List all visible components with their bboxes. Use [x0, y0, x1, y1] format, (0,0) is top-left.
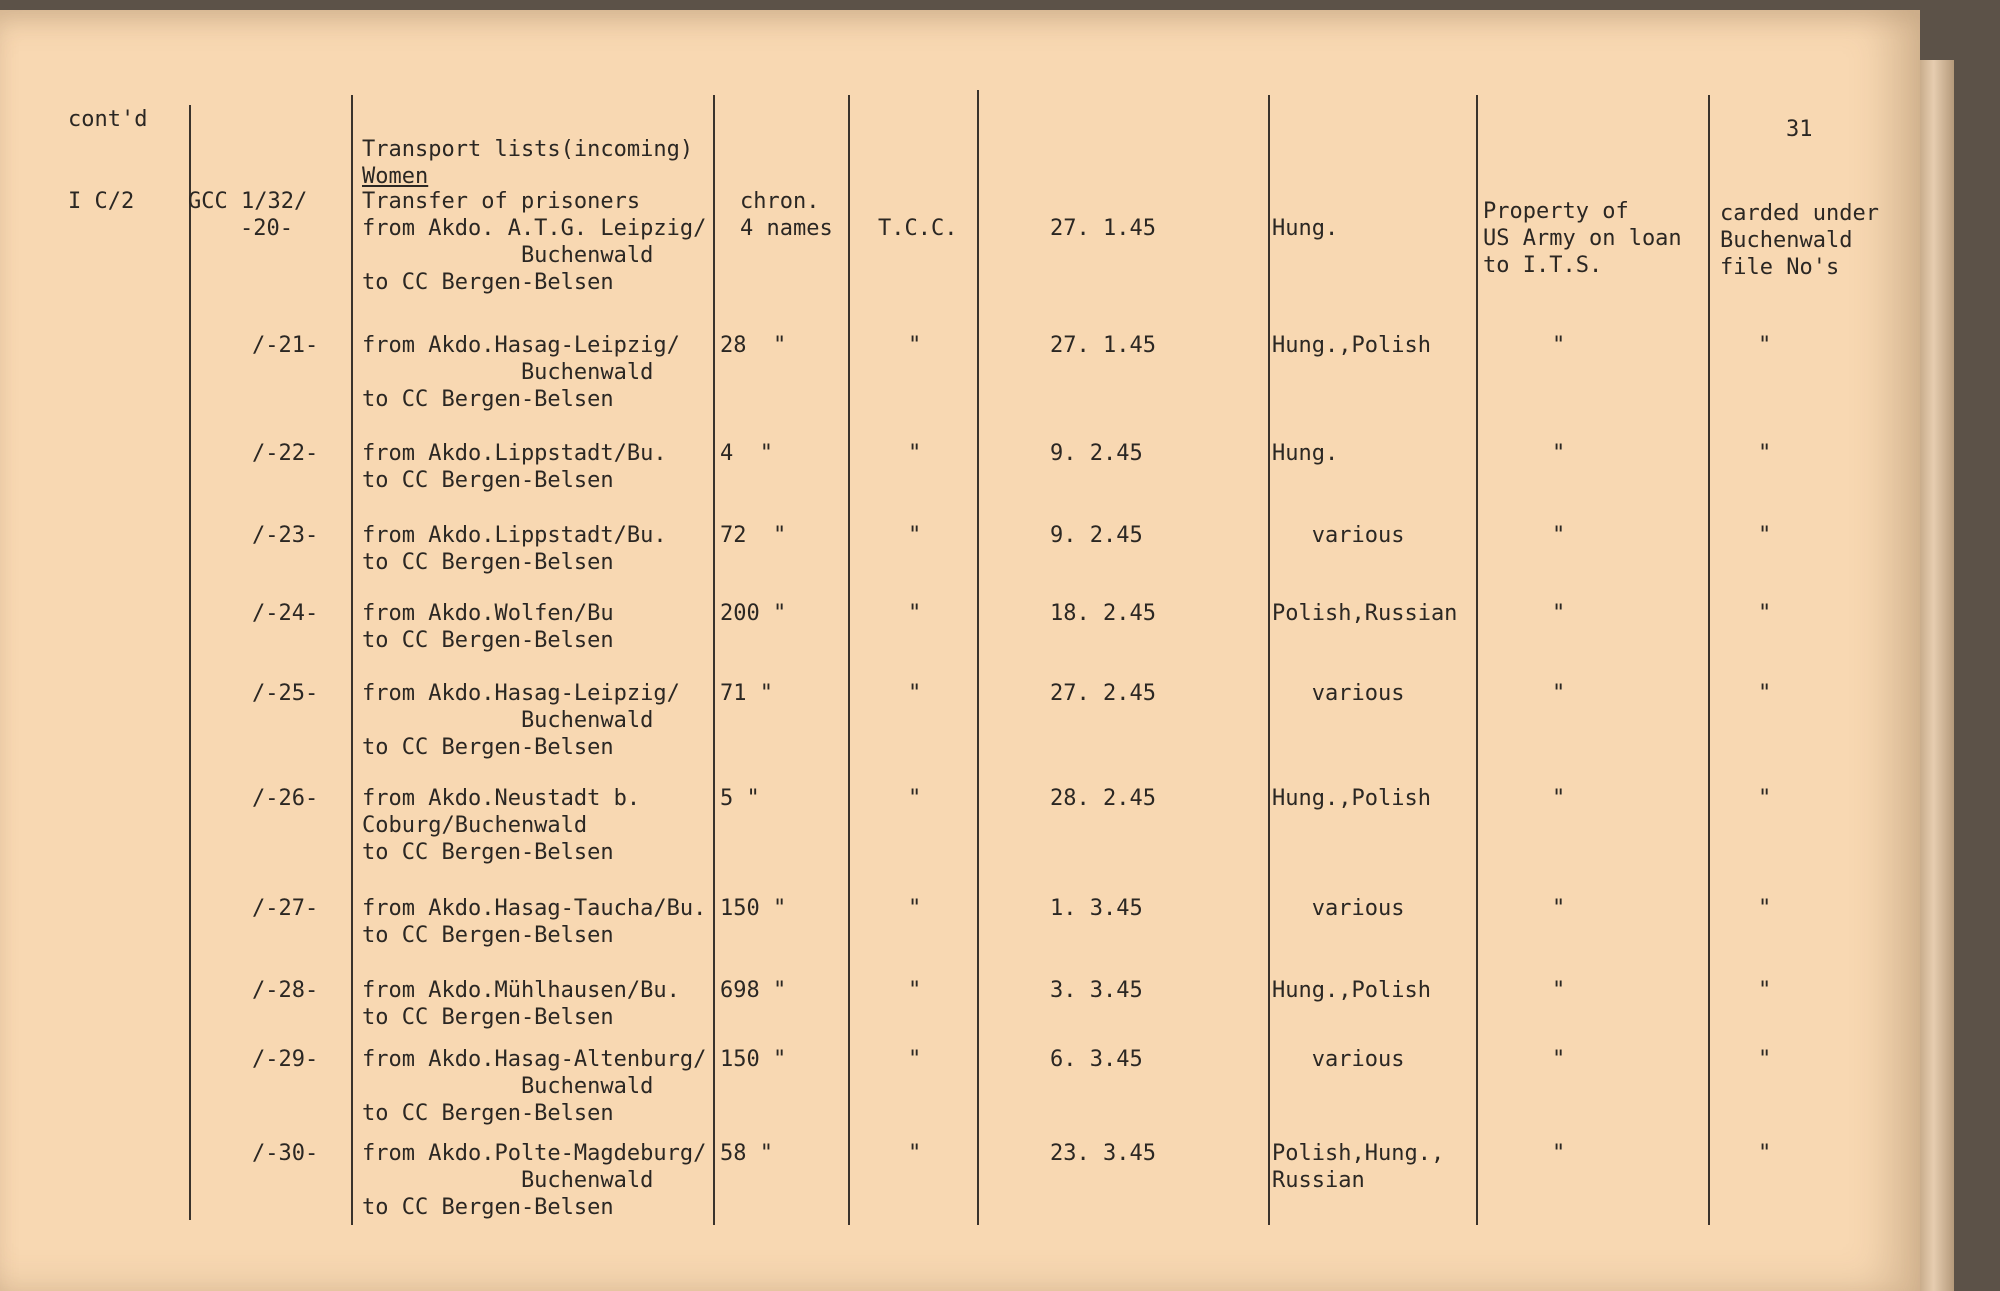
row-nationality: Polish,Russian: [1272, 601, 1458, 626]
row-description-line: from Akdo.Polte-Magdeburg/: [362, 1141, 707, 1166]
row-list-type: ": [908, 786, 922, 811]
row-quantity: 4 names: [740, 216, 833, 241]
row-nationality: various: [1272, 1047, 1405, 1072]
row-nationality-cont: Russian: [1272, 1168, 1365, 1193]
row-list-type: ": [908, 978, 922, 1003]
row-description-line: from Akdo.Hasag-Altenburg/: [362, 1047, 707, 1072]
row-carded-ditto: ": [1758, 601, 1772, 626]
row-carded-ditto: ": [1758, 896, 1772, 921]
file-reference: GCC 1/32/: [188, 189, 308, 214]
row-description-line: to CC Bergen-Belsen: [362, 468, 614, 493]
row-number: /-28-: [252, 978, 319, 1003]
row-quantity: chron.: [740, 189, 820, 214]
row-carded-ditto: ": [1758, 1047, 1772, 1072]
row-number: /-24-: [252, 601, 319, 626]
row-nationality: Hung.,Polish: [1272, 333, 1431, 358]
row-number: /-22-: [252, 441, 319, 466]
row-number: /-26-: [252, 786, 319, 811]
row-carded-ditto: ": [1758, 978, 1772, 1003]
ownership-note-line3: to I.T.S.: [1483, 253, 1603, 278]
row-date: 27. 2.45: [1050, 681, 1156, 706]
ownership-note-line1: Property of: [1483, 199, 1629, 224]
row-nationality: Hung.: [1272, 216, 1339, 241]
row-carded-ditto: ": [1758, 786, 1772, 811]
row-date: 18. 2.45: [1050, 601, 1156, 626]
row-quantity: 5 ": [720, 786, 760, 811]
row-nationality: various: [1272, 896, 1405, 921]
row-list-type: ": [908, 601, 922, 626]
row-property-ditto: ": [1552, 441, 1566, 466]
carded-note-line1: carded under: [1720, 201, 1879, 226]
row-list-type: ": [908, 896, 922, 921]
row-property-ditto: ": [1552, 1047, 1566, 1072]
row-number: /-27-: [252, 896, 319, 921]
row-number: -20-: [240, 216, 293, 241]
row-description-line: from Akdo.Hasag-Leipzig/: [362, 333, 680, 358]
row-list-type: T.C.C.: [878, 216, 958, 241]
row-list-type: ": [908, 441, 922, 466]
column-rule: [713, 95, 715, 1225]
carded-note-line3: file No's: [1720, 255, 1840, 280]
row-description-line: to CC Bergen-Belsen: [362, 1005, 614, 1030]
row-number: /-25-: [252, 681, 319, 706]
contd-label: cont'd: [68, 107, 148, 132]
row-description-line: Buchenwald: [362, 1074, 654, 1099]
column-rule: [1268, 95, 1270, 1225]
row-nationality: Hung.,Polish: [1272, 978, 1431, 1003]
row-carded-ditto: ": [1758, 333, 1772, 358]
row-date: 9. 2.45: [1050, 441, 1143, 466]
row-property-ditto: ": [1552, 978, 1566, 1003]
row-description-line: from Akdo.Hasag-Taucha/Bu.: [362, 896, 707, 921]
row-number: /-23-: [252, 523, 319, 548]
row-description-line: from Akdo.Wolfen/Bu: [362, 601, 614, 626]
column-rule: [848, 95, 850, 1225]
row-description-line: from Akdo.Mühlhausen/Bu.: [362, 978, 680, 1003]
row-quantity: 58 ": [720, 1141, 773, 1166]
column-rule: [351, 95, 353, 1225]
row-property-ditto: ": [1552, 786, 1566, 811]
row-description-line: to CC Bergen-Belsen: [362, 628, 614, 653]
row-quantity: 150 ": [720, 1047, 787, 1072]
row-list-type: ": [908, 523, 922, 548]
row-description-line: from Akdo.Neustadt b.: [362, 786, 641, 811]
row-list-type: ": [908, 333, 922, 358]
row-description-line: Buchenwald: [362, 708, 654, 733]
row-description-line: to CC Bergen-Belsen: [362, 1101, 614, 1126]
row-description-line: from Akdo. A.T.G. Leipzig/: [362, 216, 707, 241]
row-description-line: to CC Bergen-Belsen: [362, 270, 614, 295]
document-title: Transport lists(incoming): [362, 137, 694, 162]
row-description-line: Buchenwald: [362, 1168, 654, 1193]
column-rule: [977, 90, 979, 1225]
row-date: 3. 3.45: [1050, 978, 1143, 1003]
row-number: /-30-: [252, 1141, 319, 1166]
row-description-line: to CC Bergen-Belsen: [362, 387, 614, 412]
row-description-line: to CC Bergen-Belsen: [362, 550, 614, 575]
row-description-line: from Akdo.Lippstadt/Bu.: [362, 441, 667, 466]
row-property-ditto: ": [1552, 1141, 1566, 1166]
row-property-ditto: ": [1552, 681, 1566, 706]
row-nationality: various: [1272, 681, 1405, 706]
page-number: 31: [1786, 117, 1813, 142]
document-page: [0, 10, 1920, 1291]
row-nationality: various: [1272, 523, 1405, 548]
row-description-line: Transfer of prisoners: [362, 189, 641, 214]
row-property-ditto: ": [1552, 333, 1566, 358]
page-edge: [1920, 60, 1954, 1291]
row-carded-ditto: ": [1758, 1141, 1772, 1166]
row-quantity: 28 ": [720, 333, 787, 358]
row-carded-ditto: ": [1758, 681, 1772, 706]
row-carded-ditto: ": [1758, 523, 1772, 548]
row-date: 1. 3.45: [1050, 896, 1143, 921]
row-quantity: 698 ": [720, 978, 787, 1003]
row-property-ditto: ": [1552, 523, 1566, 548]
row-quantity: 200 ": [720, 601, 787, 626]
row-nationality: Hung.,Polish: [1272, 786, 1431, 811]
carded-note-line2: Buchenwald: [1720, 228, 1853, 253]
row-nationality: Hung.: [1272, 441, 1339, 466]
row-description-line: Coburg/Buchenwald: [362, 813, 588, 838]
row-description-line: from Akdo.Lippstadt/Bu.: [362, 523, 667, 548]
row-description-line: to CC Bergen-Belsen: [362, 840, 614, 865]
row-number: /-21-: [252, 333, 319, 358]
row-date: 27. 1.45: [1050, 216, 1156, 241]
row-nationality: Polish,Hung.,: [1272, 1141, 1445, 1166]
row-quantity: 150 ": [720, 896, 787, 921]
row-description-line: to CC Bergen-Belsen: [362, 735, 614, 760]
section-code: I C/2: [68, 189, 135, 214]
row-date: 9. 2.45: [1050, 523, 1143, 548]
row-date: 6. 3.45: [1050, 1047, 1143, 1072]
row-quantity: 72 ": [720, 523, 787, 548]
row-quantity: 4 ": [720, 441, 773, 466]
row-date: 28. 2.45: [1050, 786, 1156, 811]
row-description-line: from Akdo.Hasag-Leipzig/: [362, 681, 680, 706]
document-subtitle: Women: [362, 164, 429, 189]
row-description-line: to CC Bergen-Belsen: [362, 1195, 614, 1220]
row-list-type: ": [908, 681, 922, 706]
column-rule: [1708, 95, 1710, 1225]
column-rule: [1476, 95, 1478, 1225]
row-number: /-29-: [252, 1047, 319, 1072]
row-description-line: Buchenwald: [362, 360, 654, 385]
row-property-ditto: ": [1552, 896, 1566, 921]
row-date: 23. 3.45: [1050, 1141, 1156, 1166]
row-list-type: ": [908, 1141, 922, 1166]
row-property-ditto: ": [1552, 601, 1566, 626]
row-description-line: to CC Bergen-Belsen: [362, 923, 614, 948]
row-list-type: ": [908, 1047, 922, 1072]
row-quantity: 71 ": [720, 681, 773, 706]
row-description-line: Buchenwald: [362, 243, 654, 268]
ownership-note-line2: US Army on loan: [1483, 226, 1682, 251]
row-date: 27. 1.45: [1050, 333, 1156, 358]
column-rule: [189, 105, 191, 1220]
row-carded-ditto: ": [1758, 441, 1772, 466]
